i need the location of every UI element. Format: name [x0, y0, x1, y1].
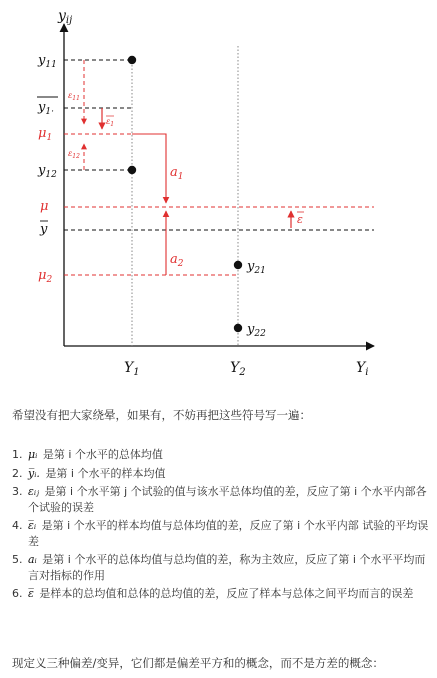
intro-text: 希望没有把大家绕晕，如果有，不妨再把这些符号写一遍：: [12, 408, 311, 422]
ylabel-mu2: $\mu_2$: [38, 268, 53, 285]
point-y22: [234, 324, 242, 332]
svg-text:y1·: $y_{1\cdot}$: [38, 100, 54, 117]
label-y22: $y_{22}$: [247, 322, 266, 339]
svg-text:ε: ε: [297, 213, 303, 226]
point-y12: [128, 166, 136, 174]
list-item: 2. y̅ᵢ. 是第 i 个水平的样本均值: [12, 466, 166, 480]
label-epsbar: [297, 212, 304, 226]
label-eps1bar: [106, 116, 114, 128]
point-y21: [234, 261, 242, 269]
outro-text: 现定义三种偏差/变异，它们都是偏差平方和的概念，而不是方差的概念：: [12, 656, 384, 670]
ylabel-y11: $y_{11}$: [38, 53, 57, 70]
ylabel-ybar: [39, 221, 48, 237]
x-axis-title: $Y_i$: [356, 360, 369, 378]
svg-text:ε1: $\varepsilon_1$: [106, 117, 115, 128]
xtick-y1: $Y_1$: [124, 360, 140, 378]
list-item: 6. ε̅ 是样本的总均值和总体的总均值的差，反应了样本与总体之间平均而言的误差: [12, 587, 414, 600]
ylabel-mu1: $\mu_1$: [38, 126, 53, 143]
label-a1: $a_1$: [170, 165, 184, 182]
list-item: 1. μᵢ 是第 i 个水平的总体均值: [12, 448, 163, 461]
ylabel-y1bar: [37, 97, 58, 117]
ylabel-y12: $y_{12}$: [38, 163, 57, 180]
list-item: 4. ε̅ᵢ 是第 i 个水平的样本均值与总体均值的差，反应了第 i 个水平内部 试验的平均误差: [12, 519, 429, 548]
arrow-a1: [132, 134, 166, 203]
label-eps12: $\varepsilon_{12}$: [68, 149, 80, 160]
label-y21: $y_{21}$: [247, 259, 266, 276]
label-eps11: $\varepsilon_{11}$: [68, 91, 80, 102]
xtick-y2: $Y_2$: [230, 360, 246, 378]
list-item: 5. aᵢ 是第 i 个水平的总体均值与总均值的差，称为主效应，反应了第 i 个水平平均而言对指标的作用: [12, 553, 426, 582]
list-item: 3. εᵢⱼ 是第 i 个水平第 j 个试验的值与该水平总体均值的差，反应了第 i 个水平内部各个试验的误差: [12, 485, 427, 514]
symbol-list: [12, 447, 432, 605]
y-axis-title: $y_{ij}$: [58, 8, 73, 26]
point-y11: [128, 56, 136, 64]
label-a2: $a_2$: [170, 252, 184, 269]
svg-text:y: y: [40, 222, 48, 237]
ylabel-mu: μ: [40, 199, 49, 214]
